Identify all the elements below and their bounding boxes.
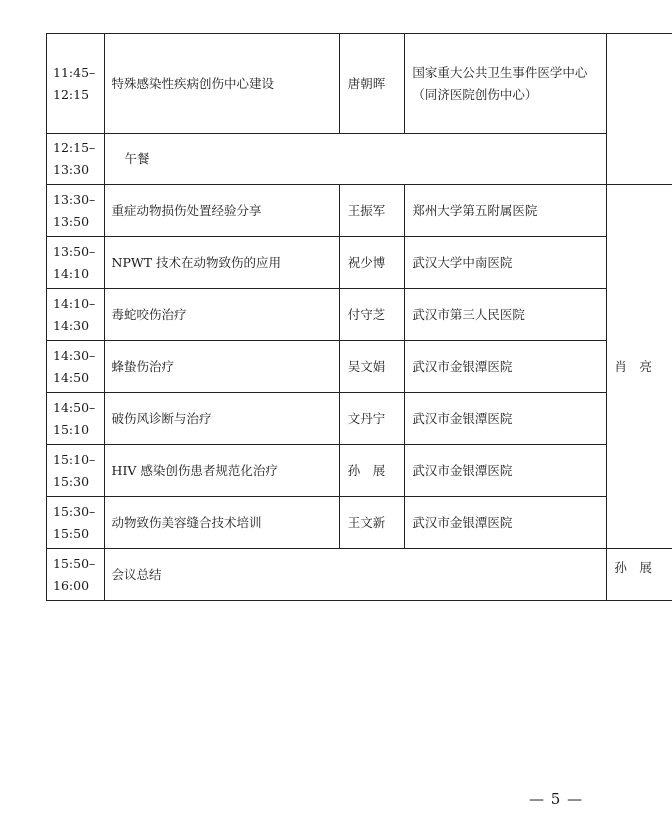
- time-end: 16:00: [53, 577, 90, 593]
- summary-cell: 会议总结: [104, 549, 607, 601]
- table-row: [47, 497, 672, 549]
- table-row: [47, 289, 672, 341]
- host-cell: 孙 展: [607, 549, 672, 601]
- topic-cell: 破伤风诊断与治疗: [104, 393, 339, 445]
- table-row: [47, 134, 672, 185]
- time-end: 14:50: [53, 369, 90, 385]
- time-end: 15:50: [53, 525, 90, 541]
- time-end: 12:15: [53, 86, 90, 102]
- org-cell: 武汉市金银潭医院: [405, 393, 607, 445]
- speaker-cell: 祝少博: [339, 237, 405, 289]
- topic-cell: 毒蛇咬伤治疗: [104, 289, 339, 341]
- table-row: [47, 445, 672, 497]
- org-cell: 郑州大学第五附属医院: [405, 185, 607, 237]
- time-start: 14:50–: [53, 399, 96, 415]
- org-cell: 武汉大学中南医院: [405, 237, 607, 289]
- time-end: 14:10: [53, 265, 90, 281]
- time-cell: [47, 134, 105, 185]
- time-cell: [47, 549, 105, 601]
- topic-cell: HIV 感染创伤患者规范化治疗: [104, 445, 339, 497]
- time-start: 15:10–: [53, 451, 96, 467]
- time-start: 11:45–: [53, 64, 96, 80]
- speaker-cell: 付守芝: [339, 289, 405, 341]
- time-cell: [47, 34, 105, 134]
- org-cell: 武汉市金银潭医院: [405, 497, 607, 549]
- topic-cell: 重症动物损伤处置经验分享: [104, 185, 339, 237]
- time-cell: [47, 393, 105, 445]
- time-cell: [47, 497, 105, 549]
- speaker-cell: 唐朝晖: [339, 34, 405, 134]
- table-row: [47, 341, 672, 393]
- org-cell: 武汉市第三人民医院: [405, 289, 607, 341]
- table-row: [47, 237, 672, 289]
- lunch-cell: 午餐: [104, 134, 607, 185]
- org-cell: 国家重大公共卫生事件医学中心（同济医院创伤中心）: [405, 34, 607, 134]
- page-number: — 5 —: [529, 790, 584, 808]
- speaker-cell: 王振军: [339, 185, 405, 237]
- topic-cell: 特殊感染性疾病创伤中心建设: [104, 34, 339, 134]
- time-start: 15:30–: [53, 503, 96, 519]
- time-start: 12:15–: [53, 140, 96, 155]
- time-end: 13:30: [53, 162, 90, 177]
- host-cell: 肖 亮: [607, 185, 672, 549]
- speaker-cell: 吴文娟: [339, 341, 405, 393]
- time-cell: [47, 185, 105, 237]
- time-cell: [47, 237, 105, 289]
- org-cell: 武汉市金银潭医院: [405, 445, 607, 497]
- time-cell: [47, 445, 105, 497]
- time-start: 14:30–: [53, 347, 96, 363]
- host-cell-blank: [607, 34, 672, 185]
- time-start: 13:50–: [53, 243, 96, 259]
- time-start: 13:30–: [53, 191, 96, 207]
- table-row: [47, 34, 672, 134]
- time-end: 13:50: [53, 213, 90, 229]
- time-end: 15:30: [53, 473, 90, 489]
- table-row: [47, 393, 672, 445]
- time-end: 14:30: [53, 317, 90, 333]
- speaker-cell: 文丹宁: [339, 393, 405, 445]
- schedule-table: [46, 33, 672, 601]
- speaker-cell: 王文新: [339, 497, 405, 549]
- time-cell: [47, 289, 105, 341]
- time-start: 15:50–: [53, 555, 96, 571]
- table-row: [47, 185, 672, 237]
- topic-cell: 动物致伤美容缝合技术培训: [104, 497, 339, 549]
- time-start: 14:10–: [53, 295, 96, 311]
- topic-cell: 蜂蛰伤治疗: [104, 341, 339, 393]
- speaker-cell: 孙 展: [339, 445, 405, 497]
- time-end: 15:10: [53, 421, 90, 437]
- topic-cell: NPWT 技术在动物致伤的应用: [104, 237, 339, 289]
- org-cell: 武汉市金银潭医院: [405, 341, 607, 393]
- time-cell: [47, 341, 105, 393]
- table-row: [47, 549, 672, 601]
